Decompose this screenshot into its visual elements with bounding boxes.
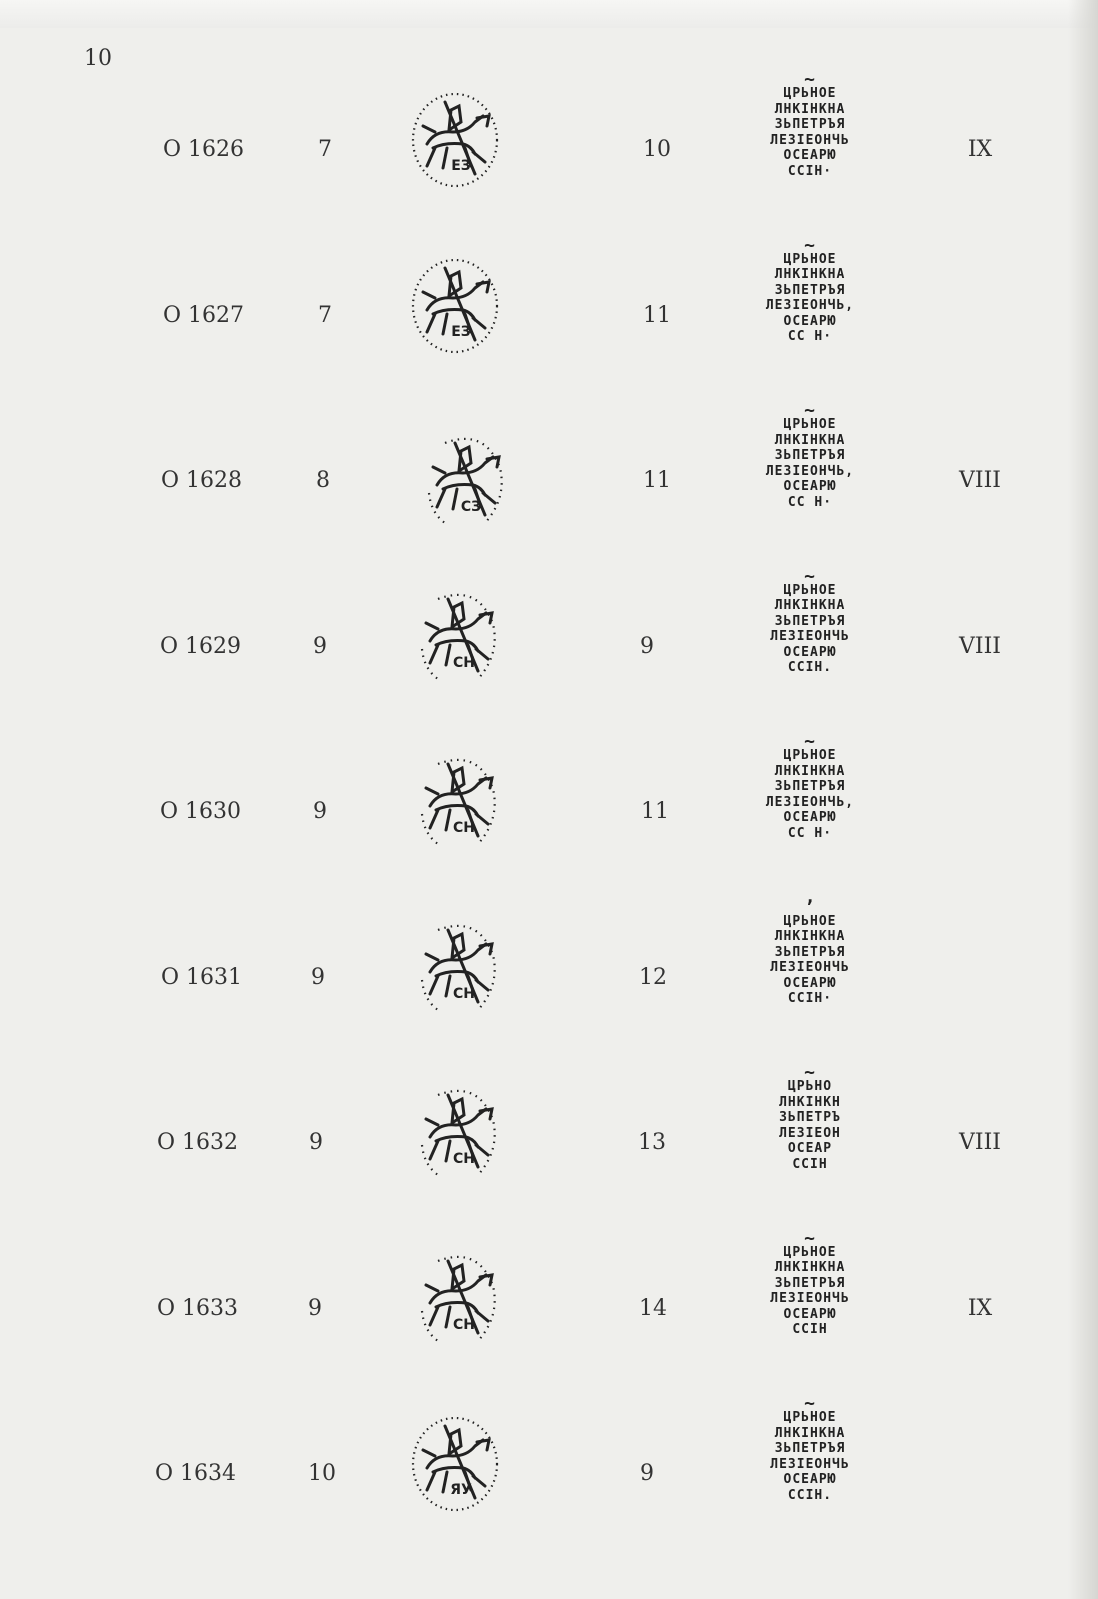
mint-mark-letters: ЯУ [450, 1482, 472, 1498]
legend-line: ССIН· [787, 163, 833, 179]
catalog-number: О 1626 [163, 137, 245, 162]
catalog-row [0, 400, 1098, 553]
titlo-mark: ~ [804, 1062, 816, 1083]
legend-line: ЗЬПЕТРЪЯ [774, 1441, 846, 1456]
legend-line: ЦРЬНОЕ [783, 913, 837, 929]
legend-line: ЛНКIНКНА [774, 267, 846, 282]
size-value: 9 [640, 1461, 654, 1486]
coin-legend [745, 1062, 875, 1172]
catalog-number: О 1628 [161, 468, 243, 493]
legend-line: ЗЬПЕТРЪЯ [774, 448, 846, 463]
legend-line: ЛЕЗIЕОНЧЬ, [765, 463, 855, 479]
mint-mark-letters: ЕЗ [451, 158, 471, 174]
legend-line: ЛНКIНКНА [774, 101, 846, 117]
catalog-number: О 1630 [160, 799, 242, 824]
legend-line: ЛЕЗIЕОНЧЬ [770, 1456, 850, 1472]
legend-line: ОСЕАРЮ [783, 975, 837, 991]
legend-line: ЛНКIНКНА [774, 929, 846, 944]
legend-line: ЛНКIНКНА [774, 1260, 846, 1275]
size-value: 11 [641, 799, 669, 824]
legend-line: ЛЕЗIЕОНЧЬ [770, 1291, 850, 1306]
legend-line: ССIН. [787, 660, 833, 675]
legend-line: СС Н· [787, 329, 833, 344]
catalog-row [0, 1227, 1098, 1381]
weight-value: 9 [313, 633, 327, 659]
legend-line: ЦРЬНОЕ [783, 417, 837, 432]
coin-stamp-icon [408, 744, 508, 854]
mint-mark-letters: СЗ [460, 499, 482, 515]
titlo-mark: ~ [804, 565, 816, 587]
legend-line: ССIН. [787, 1487, 833, 1503]
legend-line: ЛНКIНКНА [774, 432, 846, 448]
legend-line: ЗЬПЕТРЪЯ [774, 613, 846, 629]
size-value: 13 [638, 1130, 666, 1155]
legend-line: ОСЕАР [787, 1141, 833, 1156]
titlo-mark: ~ [804, 400, 816, 421]
catalog-row [0, 1393, 1098, 1546]
legend-line: ЛЕЗIЕОНЧЬ [770, 629, 850, 644]
century-numeral: VIII [959, 633, 1001, 659]
size-value: 11 [643, 302, 671, 328]
titlo-mark: ~ [804, 731, 816, 752]
coin-legend [745, 1227, 875, 1338]
legend-line: ОСЕАРЮ [783, 1306, 837, 1322]
legend-line: ОСЕАРЮ [783, 810, 837, 825]
page-number: 10 [84, 46, 112, 71]
legend-line: ОСЕАРЮ [783, 148, 837, 163]
catalog-row [0, 69, 1098, 222]
century-numeral: VIII [959, 1130, 1001, 1155]
legend-line: ССIН [792, 1322, 828, 1337]
legend-line: ЗЬПЕТРЪЯ [774, 779, 846, 794]
legend-line: ЗЬПЕТРЪЯ [774, 1275, 846, 1291]
weight-value: 9 [313, 799, 327, 824]
legend-line: ЛНКIНКНА [774, 763, 846, 779]
coin-stamp-icon [408, 1075, 508, 1185]
legend-line: ОСЕАРЮ [783, 644, 837, 660]
page-top-edge [0, 0, 1098, 28]
titlo-mark: ʼ [804, 896, 816, 918]
weight-value: 9 [308, 1295, 322, 1321]
legend-line: ЦРЬНОЕ [783, 748, 837, 763]
size-value: 10 [643, 137, 671, 162]
legend-line: ЦРЬНОЕ [783, 86, 837, 101]
titlo-mark: ~ [804, 234, 816, 256]
catalog-number: О 1632 [157, 1130, 239, 1155]
legend-line: ЦРЬНОЕ [783, 582, 837, 598]
legend-line: ЦРЬНОЕ [783, 1244, 837, 1260]
legend-line: ЛНКIНКН [779, 1094, 841, 1110]
legend-line: ЛЕЗIЕОНЧЬ [770, 132, 850, 148]
coin-stamp-icon [408, 1241, 508, 1351]
legend-line: ЛЕЗIЕОНЧЬ [770, 960, 850, 975]
century-numeral: IX [967, 137, 993, 162]
coin-legend [745, 731, 875, 841]
legend-line: ЦРЬНО [787, 1079, 833, 1094]
coin-legend [745, 234, 875, 345]
century-numeral: VIII [959, 468, 1001, 493]
legend-line: ЛНКIНКНА [774, 1425, 846, 1441]
legend-line: ОСЕАРЮ [783, 313, 837, 329]
legend-line: СС Н· [787, 825, 833, 841]
legend-line: ЗЬПЕТРЪЯ [774, 117, 846, 132]
coin-legend [745, 896, 875, 1007]
legend-line: ОСЕАРЮ [783, 1472, 837, 1487]
mint-mark-letters: СН [453, 985, 475, 1002]
mint-mark-letters: СН [453, 1316, 475, 1333]
coin-stamp-icon [408, 910, 508, 1020]
coin-stamp-icon [405, 82, 505, 192]
legend-line: ССIН [792, 1156, 828, 1172]
century-numeral: IX [967, 1295, 993, 1321]
catalog-row [0, 565, 1098, 719]
legend-line: ЗЬПЕТРЪ [779, 1110, 841, 1125]
weight-value: 8 [316, 468, 330, 493]
catalog-number: О 1627 [163, 302, 245, 328]
size-value: 12 [639, 964, 667, 990]
weight-value: 10 [308, 1461, 336, 1486]
mint-mark-letters: СН [453, 1151, 475, 1167]
size-value: 14 [639, 1295, 667, 1321]
coin-stamp-icon [405, 1406, 505, 1516]
titlo-mark: ~ [804, 1393, 816, 1414]
legend-line: ССIН· [787, 991, 833, 1006]
catalog-row [0, 1062, 1098, 1215]
coin-legend [745, 1393, 875, 1503]
coin-legend [745, 400, 875, 510]
size-value: 11 [643, 468, 671, 493]
catalog-number: О 1633 [157, 1295, 239, 1321]
weight-value: 9 [311, 964, 325, 990]
legend-line: ЛЕЗIЕОНЧЬ, [765, 298, 855, 313]
titlo-mark: ~ [804, 1227, 816, 1249]
coin-stamp-icon [405, 248, 505, 358]
legend-line: ЦРЬНОЕ [783, 251, 837, 267]
coin-legend [745, 69, 875, 179]
legend-line: ЛЕЗIЕОНЧЬ, [765, 794, 855, 810]
legend-line: ЗЬПЕТРЪЯ [774, 282, 846, 298]
catalog-number: О 1634 [155, 1461, 237, 1486]
legend-line: ЛЕЗIЕОН [779, 1125, 841, 1141]
catalog-row [0, 896, 1098, 1050]
weight-value: 9 [309, 1130, 323, 1155]
coin-legend [745, 565, 875, 676]
legend-line: ЗЬПЕТРЪЯ [774, 944, 846, 960]
weight-value: 7 [318, 302, 332, 328]
coin-stamp-icon [408, 579, 508, 689]
mint-mark-letters: СН [453, 820, 475, 836]
catalog-row [0, 731, 1098, 884]
catalog-number: О 1629 [160, 633, 242, 659]
catalog-row [0, 234, 1098, 388]
mint-mark-letters: ЕЗ [451, 323, 471, 340]
catalog-number: О 1631 [161, 964, 243, 990]
weight-value: 7 [318, 137, 332, 162]
legend-line: СС Н· [787, 494, 833, 510]
coin-stamp-icon [415, 423, 515, 533]
legend-line: ЛНКIНКНА [774, 598, 846, 613]
legend-line: ЦРЬНОЕ [783, 1410, 837, 1425]
size-value: 9 [640, 633, 654, 659]
mint-mark-letters: СН [453, 654, 475, 671]
legend-line: ОСЕАРЮ [783, 479, 837, 494]
titlo-mark: ~ [804, 69, 816, 90]
